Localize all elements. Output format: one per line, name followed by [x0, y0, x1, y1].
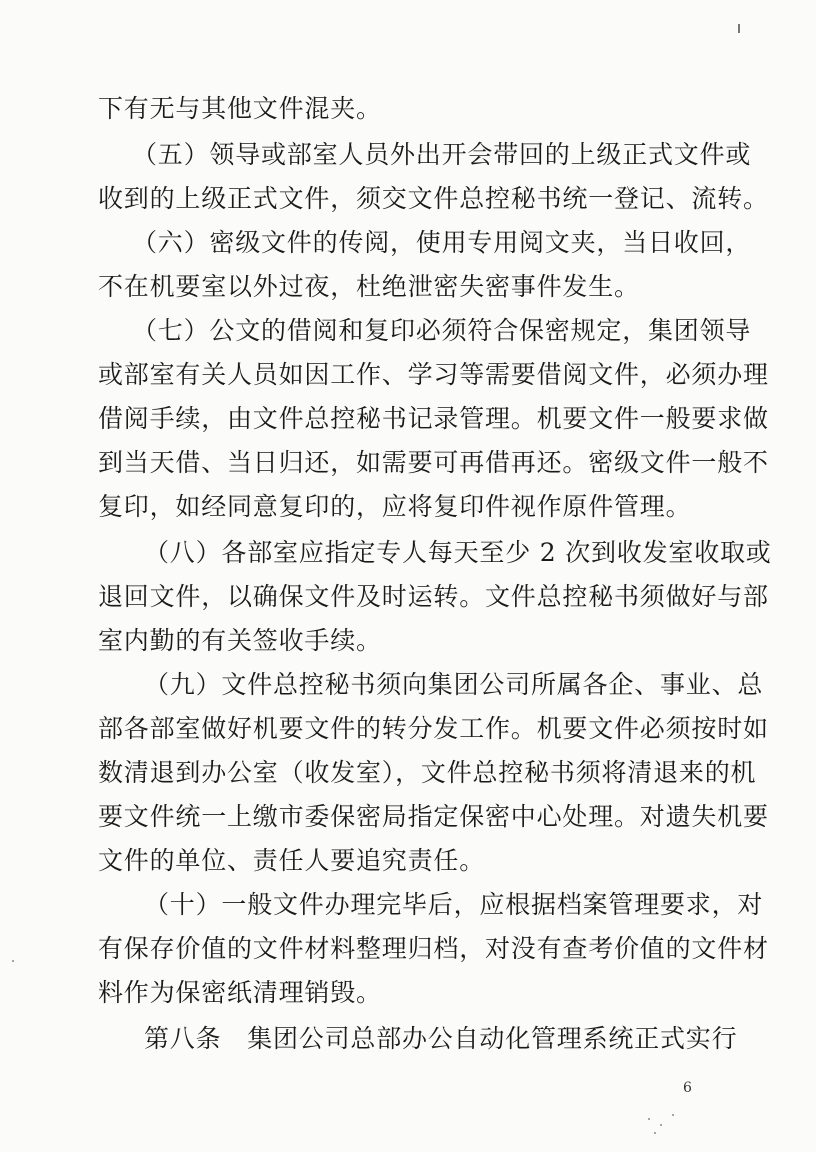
text-line-9: 到当天借、当日归还，如需要可再借再还。密级文件一般不 — [98, 448, 769, 477]
text-line-20: 有保存价值的文件材料整理归档，对没有查考价值的文件材 — [98, 934, 769, 963]
text-line-8: 借阅手续，由文件总控秘书记录管理。机要文件一般要求做 — [98, 404, 769, 433]
text-line-1: 下有无与其他文件混夹。 — [98, 94, 382, 123]
scan-mark — [738, 24, 740, 33]
text-line-12: 退回文件，以确保文件及时运转。文件总控秘书须做好与部 — [98, 582, 769, 611]
text-line-7: 或部室有关人员如因工作、学习等需要借阅文件，必须办理 — [98, 360, 769, 389]
scan-speckle — [660, 1124, 662, 1126]
text-line-22: 第八条 集团公司总部办公自动化管理系统正式实行 — [144, 1024, 738, 1053]
text-line-17: 要文件统一上缴市委保密局指定保密中心处理。对遗失机要 — [98, 802, 769, 831]
scan-speckle — [12, 960, 14, 962]
text-line-14: （九）文件总控秘书须向集团公司所属各企、事业、总 — [144, 670, 764, 699]
text-line-3: 收到的上级正式文件，须交文件总控秘书统一登记、流转。 — [98, 184, 769, 213]
page-number: 6 — [683, 1080, 692, 1096]
text-line-15: 部各部室做好机要文件的转分发工作。机要文件必须按时如 — [98, 714, 769, 743]
text-line-10: 复印，如经同意复印的，应将复印件视作原件管理。 — [98, 492, 692, 521]
text-line-21: 料作为保密纸清理销毁。 — [98, 978, 382, 1007]
scan-speckle — [654, 1132, 656, 1134]
text-line-19: （十）一般文件办理完毕后，应根据档案管理要求，对 — [144, 890, 764, 919]
scan-speckle — [648, 1118, 650, 1120]
text-line-13: 室内勤的有关签收手续。 — [98, 626, 382, 655]
text-line-2: （五）领导或部室人员外出开会带回的上级正式文件或 — [132, 140, 752, 169]
scan-speckle — [672, 1114, 674, 1116]
text-line-16: 数清退到办公室（收发室），文件总控秘书须将清退来的机 — [98, 758, 757, 787]
text-line-4: （六）密级文件的传阅，使用专用阅文夹，当日收回， — [132, 228, 752, 257]
text-line-6: （七）公文的借阅和复印必须符合保密规定，集团领导 — [132, 316, 752, 345]
text-line-5: 不在机要室以外过夜，杜绝泄密失密事件发生。 — [98, 272, 640, 301]
text-line-11: （八）各部室应指定专人每天至少 2 次到收发室收取或 — [144, 538, 772, 567]
text-line-18: 文件的单位、责任人要追究责任。 — [98, 846, 486, 875]
